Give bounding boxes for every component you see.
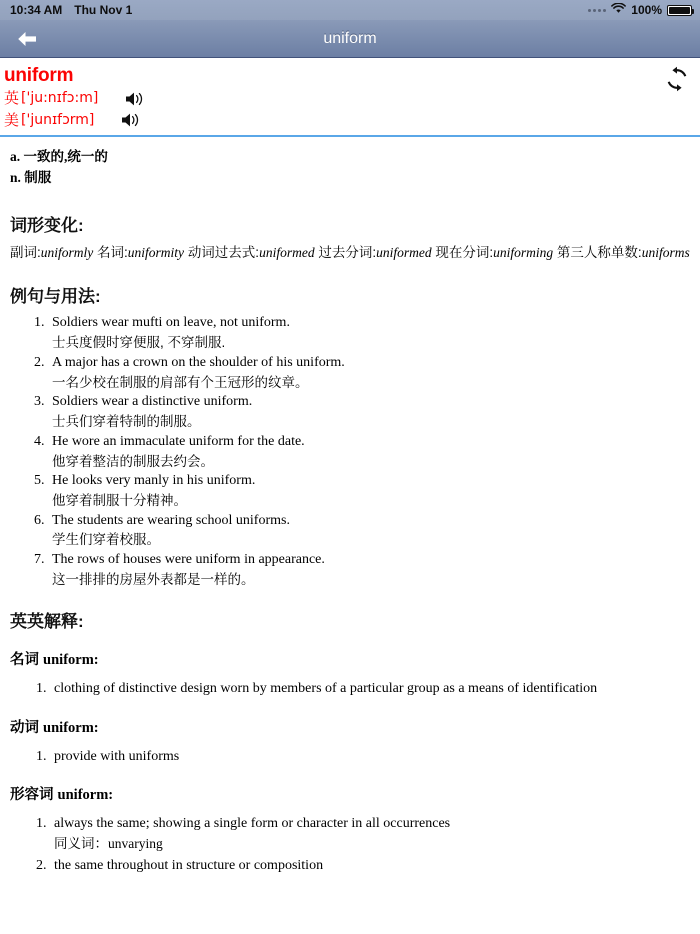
definition-pos: a. (10, 149, 21, 165)
us-speaker-button[interactable] (120, 111, 142, 129)
uk-pronunciation-row (4, 88, 690, 110)
pos-label: 名词 (10, 652, 39, 669)
synonym-label: 同义词： (54, 836, 108, 852)
word-forms-list (8, 242, 692, 264)
example-item (48, 550, 692, 589)
example-item (48, 313, 692, 352)
en-en-sense-list-adjective (8, 814, 692, 876)
dictionary-content (0, 137, 700, 876)
word-form-value: uniformity (127, 245, 185, 261)
word-form-label: 名词: (97, 245, 128, 261)
example-zh: 士兵度假时穿便服, 不穿制服. (52, 335, 226, 351)
status-bar (0, 0, 700, 20)
example-zh: 这一排排的房屋外表都是一样的。 (52, 571, 255, 587)
us-phonetic: ['junɪfɔrm] (21, 112, 95, 129)
example-zh: 学生们穿着校服。 (52, 532, 160, 548)
example-zh: 士兵们穿着特制的制服。 (52, 414, 201, 430)
example-en: He looks very manly in his uniform. (52, 473, 256, 489)
sense-text: always the same; showing a single form or character in all occurrences (54, 816, 451, 832)
uk-phonetic: ['ju:nɪfɔ:m] (21, 90, 99, 107)
word-header (0, 58, 700, 137)
example-en: The rows of houses were uniform in appearance. (52, 551, 325, 567)
example-item (48, 432, 692, 471)
examples-heading: 例句与用法: (10, 287, 101, 307)
en-en-pos-heading-verb (10, 716, 692, 737)
definition-text: 制服 (24, 170, 52, 186)
pos-word: uniform: (43, 652, 99, 669)
example-en: Soldiers wear a distinctive uniform. (52, 394, 253, 410)
word-form-value: uniformed (376, 245, 432, 261)
word-form-value: uniforming (493, 245, 554, 261)
status-bar-left (10, 3, 132, 17)
word-form-value: uniforms (641, 245, 690, 261)
en-en-sense-list-verb (8, 747, 692, 767)
example-item (48, 511, 692, 550)
sense-item (50, 856, 692, 876)
headword: uniform (4, 65, 74, 86)
en-en-heading: 英英解释: (10, 612, 84, 632)
word-form-value: uniformed (259, 245, 315, 261)
definition-text: 一致的,统一的 (23, 149, 108, 165)
example-item (48, 353, 692, 392)
signal-dots-icon (588, 9, 606, 12)
sense-text: provide with uniforms (54, 748, 180, 764)
example-zh: 他穿着整洁的制服去约会。 (52, 453, 214, 469)
page-title: uniform (323, 29, 377, 47)
word-form-label: 现在分词: (435, 245, 494, 261)
example-item (48, 392, 692, 431)
status-time: 10:34 AM (10, 3, 63, 17)
wifi-icon (611, 3, 626, 17)
synonym-value: unvarying (108, 836, 163, 852)
word-forms-heading: 词形变化: (10, 216, 84, 236)
battery-icon (667, 5, 692, 16)
sense-text: the same throughout in structure or composition (54, 857, 324, 873)
pos-word: uniform: (57, 787, 114, 804)
status-bar-right (588, 3, 692, 17)
word-form-value: uniformly (40, 245, 94, 261)
example-en: The students are wearing school uniforms. (52, 512, 290, 528)
refresh-button[interactable] (664, 66, 690, 97)
battery-percent-label: 100% (631, 3, 662, 17)
sense-item (50, 814, 692, 854)
pos-label: 动词 (10, 719, 39, 736)
pos-label: 形容词 (10, 787, 54, 804)
us-label: 美 (4, 111, 20, 129)
definition-pos: n. (10, 170, 21, 186)
en-en-sense-list-noun (8, 679, 692, 699)
word-form-label: 副词: (10, 245, 41, 261)
en-en-pos-heading-adjective (10, 783, 692, 804)
synonym-row (54, 834, 692, 854)
word-form-label: 过去分词: (318, 245, 377, 261)
navigation-bar (0, 20, 700, 58)
sense-item (50, 679, 692, 699)
example-item (48, 471, 692, 510)
definition-row (10, 168, 692, 189)
refresh-icon (664, 66, 690, 92)
sense-item (50, 747, 692, 767)
example-zh: 一名少校在制服的肩部有个王冠形的纹章。 (52, 374, 309, 390)
examples-list (8, 313, 692, 589)
word-form-label: 动词过去式: (187, 245, 260, 261)
back-button[interactable] (10, 20, 44, 57)
speaker-icon (120, 111, 142, 129)
uk-label: 英 (4, 89, 20, 107)
example-en: A major has a crown on the shoulder of his uniform. (52, 354, 345, 370)
definition-row (10, 147, 692, 168)
en-en-pos-heading-noun (10, 648, 692, 669)
example-en: Soldiers wear mufti on leave, not uniform. (52, 315, 290, 331)
example-en: He wore an immaculate uniform for the date. (52, 433, 305, 449)
sense-text: clothing of distinctive design worn by members of a particular group as a means of identification (54, 681, 598, 697)
word-form-label: 第三人称单数: (556, 245, 642, 261)
uk-speaker-button[interactable] (124, 90, 146, 108)
status-date: Thu Nov 1 (74, 3, 133, 17)
us-pronunciation-row (4, 110, 690, 132)
example-zh: 他穿着制服十分精神。 (52, 492, 187, 508)
back-arrow-icon (16, 30, 38, 48)
pos-word: uniform: (43, 719, 99, 736)
speaker-icon (124, 90, 146, 108)
definitions-list (8, 137, 692, 193)
